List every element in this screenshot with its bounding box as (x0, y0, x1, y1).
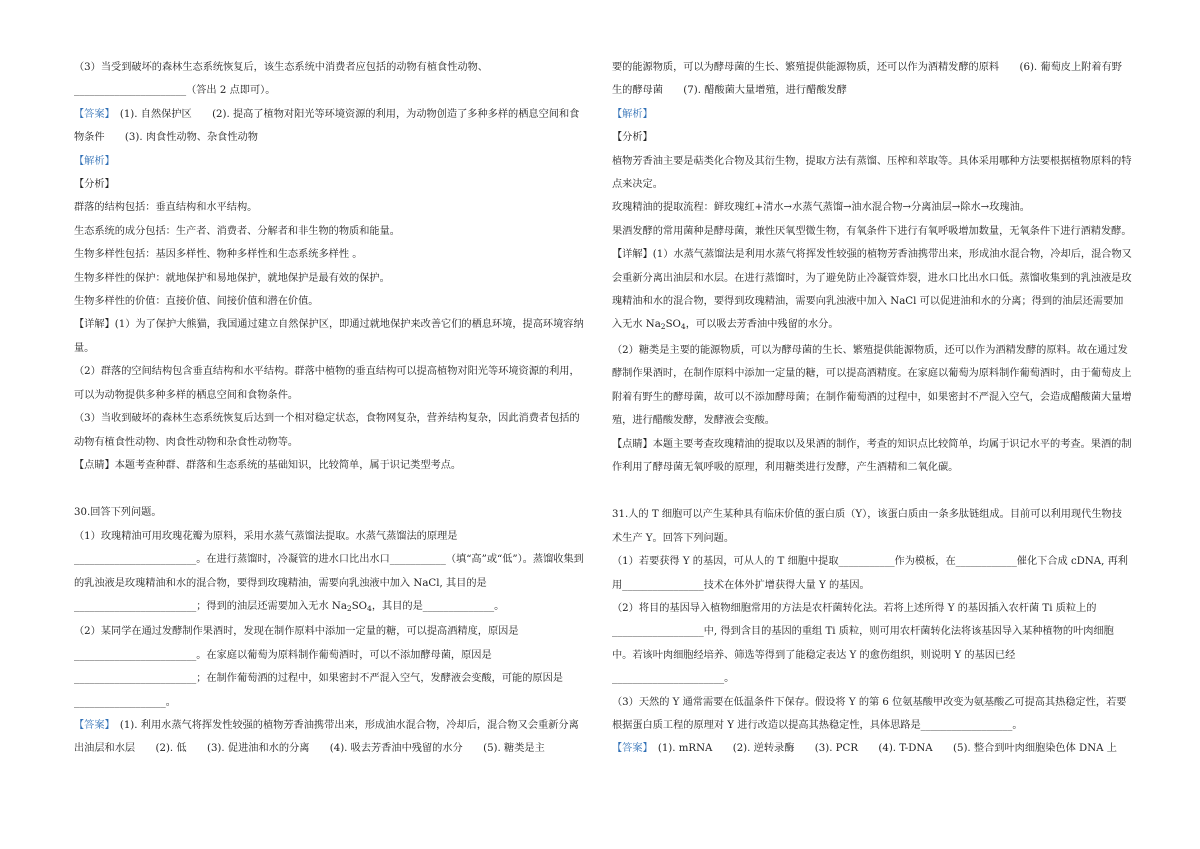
analysis-heading: 【分析】 (74, 179, 115, 191)
question-29-3-blank: ______________________（答出 2 点即可）。 (74, 85, 276, 97)
analysis-line-3: 果酒发酵的常用菌种是酵母菌，兼性厌氧型微生物，有氧条件下进行有氧呼吸增加数量，无氧条件下进行酒精发酵。 (612, 225, 1132, 237)
comment-30: 【点睛】本题主要考查玫瑰精油的提取以及果酒的制作，考查的知识点比较简单，均属于识记水平的考查。果酒的制作利用了酵母菌无氧呼吸的原理，利用糖类进行发酵，产生酒精和二氧化碳。 (612, 438, 1132, 473)
answer-tag: 【答案】 (74, 719, 110, 731)
analysis-line-1: 植物芳香油主要是萜类化合物及其衍生物，提取方法有蒸馏、压榨和萃取等。具体采用哪种方法要根据植物原料的特点来决定。 (612, 155, 1132, 191)
question-31-2: （2）将目的基因导入植物细胞常用的方法是农杆菌转化法。若将上述所得 Y 的基因插入农杆菌 Ti 质粒上的__________________中, 得到含目的基因的重组 Ti 质粒，则可用农杆菌转化法将该基因导入某种植物的叶肉细胞中。若该叶肉细胞经培养、筛选等得到了能稳定表达 Y 的愈伤组织，则说明 Y 的基因已经______________________。 (612, 602, 1114, 685)
question-30-1a: （1）玫瑰精油可用玫瑰花瓣为原料，采用水蒸气蒸馏法提取。水蒸气蒸馏法的原理是 (74, 530, 458, 542)
answer-30-continued: 要的能源物质，可以为酵母菌的生长、繁殖提供能源物质，还可以作为酒精发酵的原料 (6). 葡萄皮上附着有野生的酵母菌 (7). 醋酸菌大量增殖，进行醋酸发酵 (612, 62, 1122, 97)
answer-30: 【答案】 (1). 利用水蒸气将挥发性较强的植物芳香油携带出来，形成油水混合物，冷却后，混合物又会重新分离出油层和水层 (2). 低 (3). 促进油和水的分离 (4). 吸去芳香油中残留的水分 (5). 糖类是主 (74, 719, 579, 755)
analysis-line-2: 生态系统的成分包括：生产者、消费者、分解者和非生物的物质和能量。 (74, 225, 400, 237)
analysis-line-5: 生物多样性的价值：直接价值、间接价值和潜在价值。 (74, 296, 319, 308)
analysis-heading: 【分析】 (612, 132, 653, 144)
analysis-tag: 【解析】 (74, 155, 115, 167)
question-30-2: （2）某同学在通过发酵制作果酒时，发现在制作原料中添加一定量的糖，可以提高酒精度，原因是________________________。在家庭以葡萄为原料制作葡萄酒时，可以不添加酵母菌，原因是________________________；在制作葡萄酒的过程中，如果密封不严混入空气，发酵液会变酸，可能的原因是__________________。 (74, 626, 563, 708)
analysis-tag: 【解析】 (612, 108, 653, 120)
answer-31: 【答案】 (1). mRNA (2). 逆转录酶 (3). PCR (4). T-DNA (5). 整合到叶肉细胞染色体 DNA 上 (612, 743, 1117, 755)
detail-2: （2）群落的空间结构包含垂直结构和水平结构。群落中植物的垂直结构可以提高植物对阳光等环境资源的利用，可以为动物提供多种多样的栖息空间和食物条件。 (74, 366, 580, 401)
analysis-line-4: 生物多样性的保护：就地保护和易地保护，就地保护是最有效的保护。 (74, 272, 390, 284)
question-31-3: （3）天然的 Y 通常需要在低温条件下保存。假设将 Y 的第 6 位氨基酸甲改变为氨基酸乙可提高其热稳定性，若要根据蛋白质工程的原理对 Y 进行改造以提高其热稳定性，具体思路是__________________。 (612, 696, 1127, 731)
question-29-3-text: （3）当受到破坏的森林生态系统恢复后，该生态系统中消费者应包括的动物有植食性动物、 (74, 62, 488, 73)
question-30-title: 30.回答下列问题。 (74, 507, 162, 519)
left-column (74, 56, 586, 761)
comment-29: 【点睛】本题考查种群、群落和生态系统的基础知识，比较简单，属于识记类型考点。 (74, 459, 462, 471)
answer-tag: 【答案】 (74, 108, 110, 120)
right-column (612, 56, 1132, 761)
analysis-line-1: 群落的结构包括：垂直结构和水平结构。 (74, 202, 258, 214)
detail-1: 【详解】(1）水蒸气蒸馏法是利用水蒸气将挥发性较强的植物芳香油携带出来，形成油水混合物，冷却后，混合物又会重新分离出油层和水层。在进行蒸馏时，为了避免防止冷凝管炸裂，进水口比出水口低。蒸馏收集到的乳浊液是玫瑰精油和水的混合物，要得到玫瑰精油，需要向乳浊液中加入 NaCl 可以促进油和水的分离；得到的油层还需要加入无水 $Na_2SO_4$，可以吸去芳香油中残留的水分。 (612, 249, 1132, 332)
answer-tag: 【答案】 (612, 743, 648, 755)
analysis-line-3: 生物多样性包括：基因多样性、物种多样性和生态系统多样性 。 (74, 249, 363, 261)
detail-2: （2）糖类是主要的能源物质，可以为酵母菌的生长、繁殖提供能源物质，还可以作为酒精发酵的原料。故在通过发酵制作果酒时，在制作原料中添加一定量的糖，可以提高酒精度。在家庭以葡萄为原料制作葡萄酒时，由于葡萄皮上附着有野生的酵母菌，故可以不添加酵母菌；在制作葡萄酒的过程中，如果密封不严混入空气，会造成醋酸菌大量增殖，进行醋酸发酵，发酵液会变酸。 (612, 344, 1132, 427)
answer-29: 【答案】 (1). 自然保护区 (2). 提高了植物对阳光等环境资源的利用，为动物创造了多种多样的栖息空间和食物条件 (3). 肉食性动物、杂食性动物 (74, 108, 580, 144)
analysis-line-2: 玫瑰精油的提取流程：鲜玫瑰红+清水→水蒸气蒸馏→油水混合物→分离油层→除水→玫瑰油。 (612, 202, 1030, 214)
question-30-1b: ________________________。在进行蒸馏时，冷凝管的进水口比出水口___________（填“高”或“低”）。蒸馏收集到的乳浊液是玫瑰精油和水的混合物，要得到玫瑰精油，需要向乳浊液中加入 NaCl, 其目的是________________________；得到的油层还需要加入无水 $Na_2SO_4$，其目的是______________。 (74, 554, 584, 613)
detail-1: 【详解】(1）为了保护大熊猫，我国通过建立自然保护区，即通过就地保护来改善它们的栖息环境，提高环境容纳量。 (74, 319, 584, 354)
detail-3: （3）当收到破坏的森林生态系统恢复后达到一个相对稳定状态，食物网复杂，营养结构复杂，因此消费者包括的动物有植食性动物、肉食性动物和杂食性动物等。 (74, 413, 580, 448)
question-31-title: 31.人的 T 细胞可以产生某种具有临床价值的蛋白质（Y），该蛋白质由一条多肽链组成。目前可以利用现代生物技术生产 Y。回答下列问题。 (612, 509, 1122, 544)
question-31-1: （1）若要获得 Y 的基因，可从人的 T 细胞中提取___________作为模板，在____________催化下合成 cDNA, 再利用________________技术在体外扩增获得大量 Y 的基因。 (612, 556, 1128, 591)
